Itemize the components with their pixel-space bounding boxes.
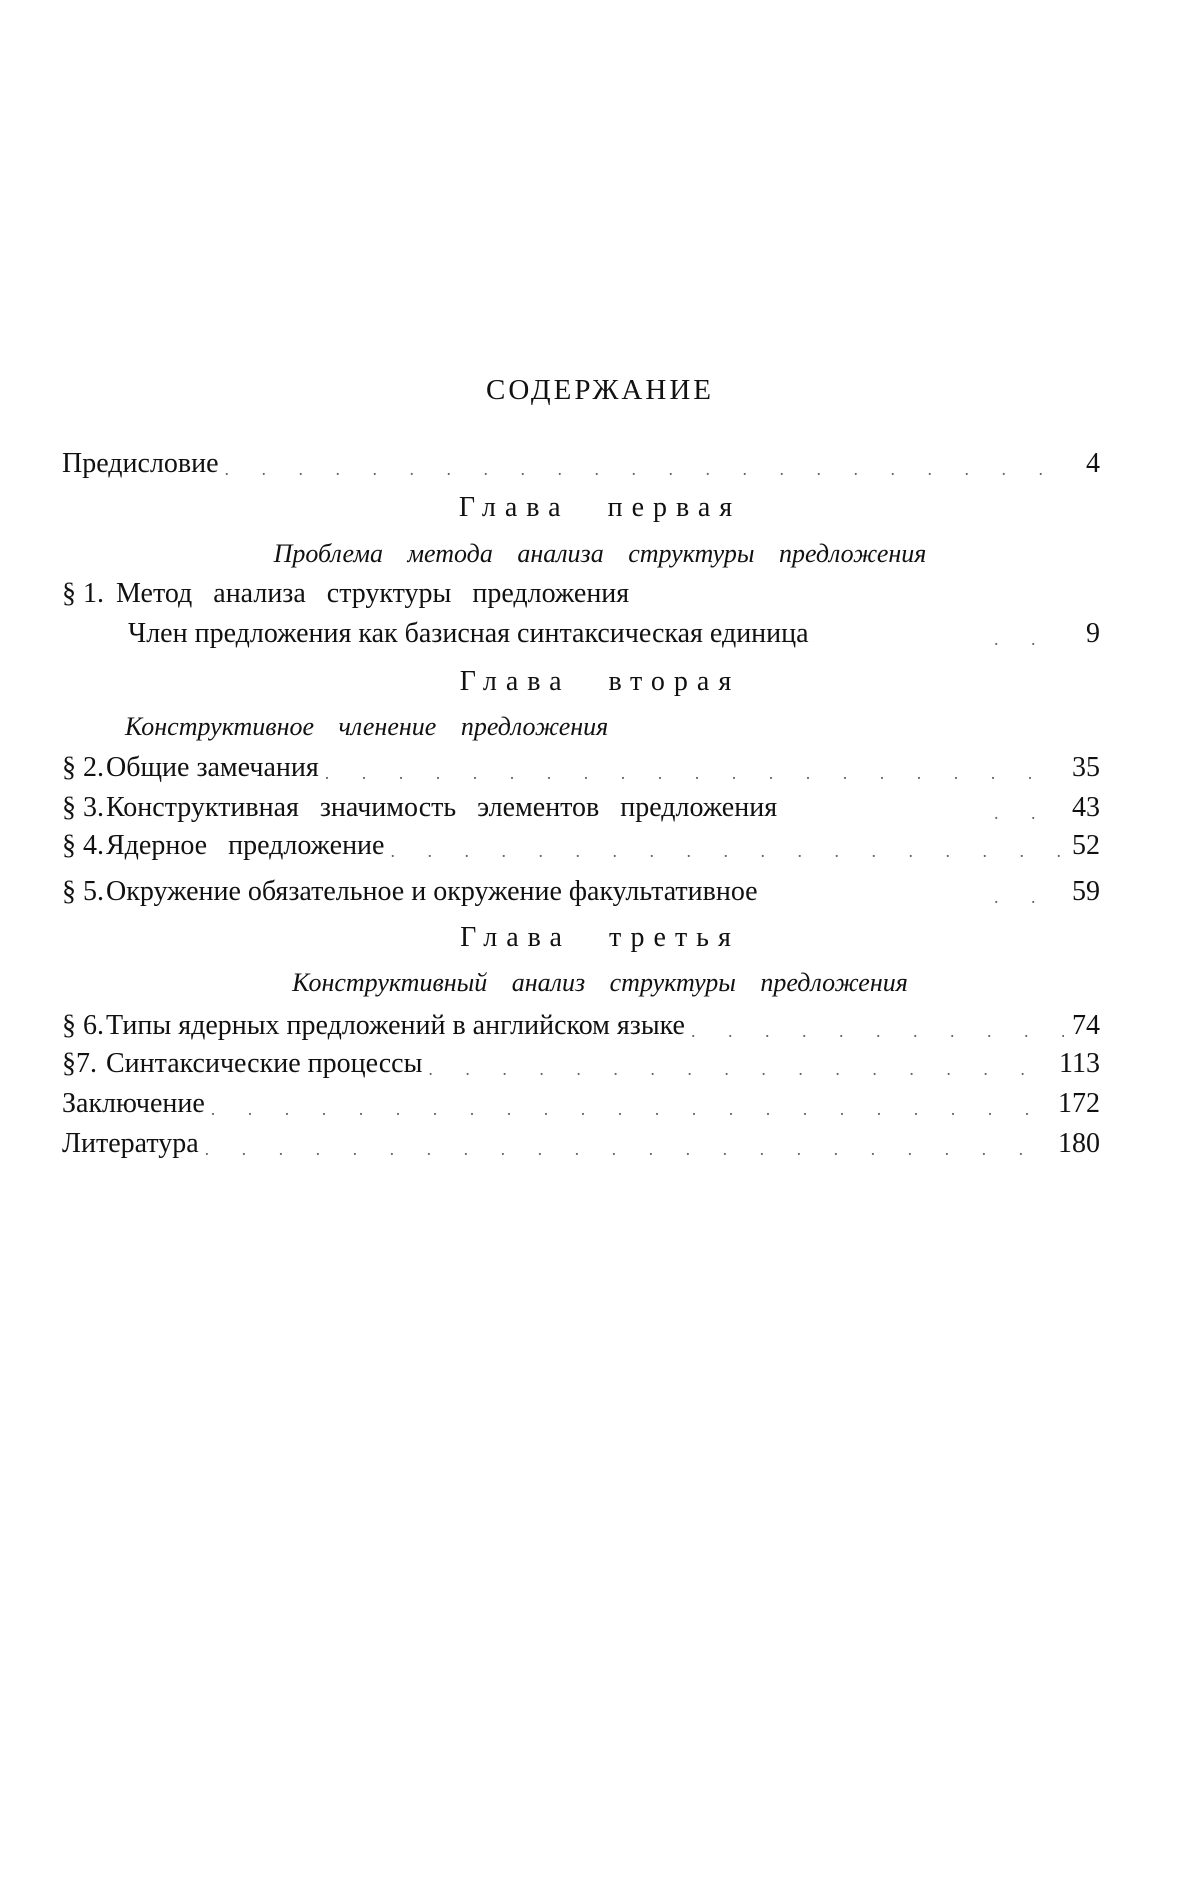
section-number: § 6. — [62, 1010, 104, 1041]
section-number: § 5. — [62, 876, 104, 907]
toc-entry-label: Предисловие — [62, 448, 219, 479]
section-number: § 4. — [62, 830, 104, 861]
dot-leader — [225, 456, 1064, 482]
chapter-heading-1 — [0, 490, 1200, 526]
toc-entry-text: Окружение обязательное и окружение факультативное — [106, 876, 758, 907]
toc-entry-text: Метод анализа структуры предложения — [116, 578, 630, 609]
toc-entry-text: Член предложения как базисная синтаксическая единица — [128, 618, 809, 649]
toc-entry-text: Ядерное предложение — [106, 830, 385, 861]
toc-page-number: 74 — [1072, 1010, 1100, 1041]
toc-entry-s6[interactable] — [62, 1008, 1100, 1044]
toc-entry-label: Литература — [62, 1128, 199, 1159]
toc-entry-s2[interactable] — [62, 750, 1100, 786]
toc-entry-label: Заключение — [62, 1088, 205, 1119]
toc-page-number: 59 — [1072, 876, 1100, 907]
chapter-heading-word: Глава — [460, 922, 571, 953]
dot-leader — [691, 1018, 1064, 1044]
chapter-subtitle-2: Конструктивное членение предложения — [125, 712, 609, 741]
section-number: § 2. — [62, 752, 104, 783]
dot-leader — [390, 838, 1064, 864]
dot-leader — [205, 1136, 1052, 1162]
toc-title: СОДЕРЖАНИЕ — [486, 374, 714, 406]
toc-page-number: 35 — [1072, 752, 1100, 783]
toc-page-number: 52 — [1072, 830, 1100, 861]
chapter-heading-word: вторая — [608, 666, 741, 697]
section-number: § 1. — [62, 578, 104, 609]
chapter-heading-word: первая — [607, 492, 742, 523]
toc-entry-text: Типы ядерных предложений в английском языке — [106, 1010, 685, 1041]
toc-page-number: 43 — [1072, 792, 1100, 823]
toc-page-number: 172 — [1058, 1088, 1100, 1119]
chapter-heading-2 — [0, 664, 1200, 700]
toc-entry-s5[interactable] — [62, 874, 1100, 910]
toc-entry-preface[interactable] — [62, 446, 1100, 482]
toc-entry-s1-line1[interactable] — [62, 576, 1100, 612]
chapter-subtitle-1: Проблема метода анализа структуры предложения — [273, 539, 927, 568]
dot-leader — [211, 1096, 1052, 1122]
section-number: § 3. — [62, 792, 104, 823]
toc-entry-s3[interactable] — [62, 790, 1100, 826]
chapter-heading-word: Глава — [458, 492, 570, 523]
toc-entry-text: Конструктивная значимость элементов предложения — [106, 792, 778, 823]
chapter-subtitle-3: Конструктивный анализ структуры предложения — [292, 968, 908, 997]
toc-entry-s1-line2[interactable] — [128, 616, 1100, 652]
toc-entry-literature[interactable] — [62, 1126, 1100, 1162]
toc-page-number: 113 — [1059, 1048, 1100, 1079]
toc-entry-s7[interactable] — [62, 1046, 1100, 1082]
dot-leader — [994, 884, 1064, 910]
chapter-heading-word: Глава — [459, 666, 571, 697]
toc-entry-text: Общие замечания — [106, 752, 319, 783]
chapter-heading-3 — [0, 920, 1200, 956]
chapter-heading-word: третья — [608, 922, 740, 953]
toc-page-number: 4 — [1086, 448, 1100, 479]
dot-leader — [428, 1056, 1053, 1082]
dot-leader — [994, 800, 1064, 826]
toc-entry-s4[interactable] — [62, 828, 1100, 864]
toc-entry-text: Синтаксические процессы — [106, 1048, 423, 1079]
dot-leader — [994, 626, 1064, 652]
toc-page-number: 9 — [1086, 618, 1100, 649]
section-number: §7. — [62, 1048, 97, 1079]
dot-leader — [325, 760, 1064, 786]
toc-page-number: 180 — [1058, 1128, 1100, 1159]
toc-entry-conclusion[interactable] — [62, 1086, 1100, 1122]
